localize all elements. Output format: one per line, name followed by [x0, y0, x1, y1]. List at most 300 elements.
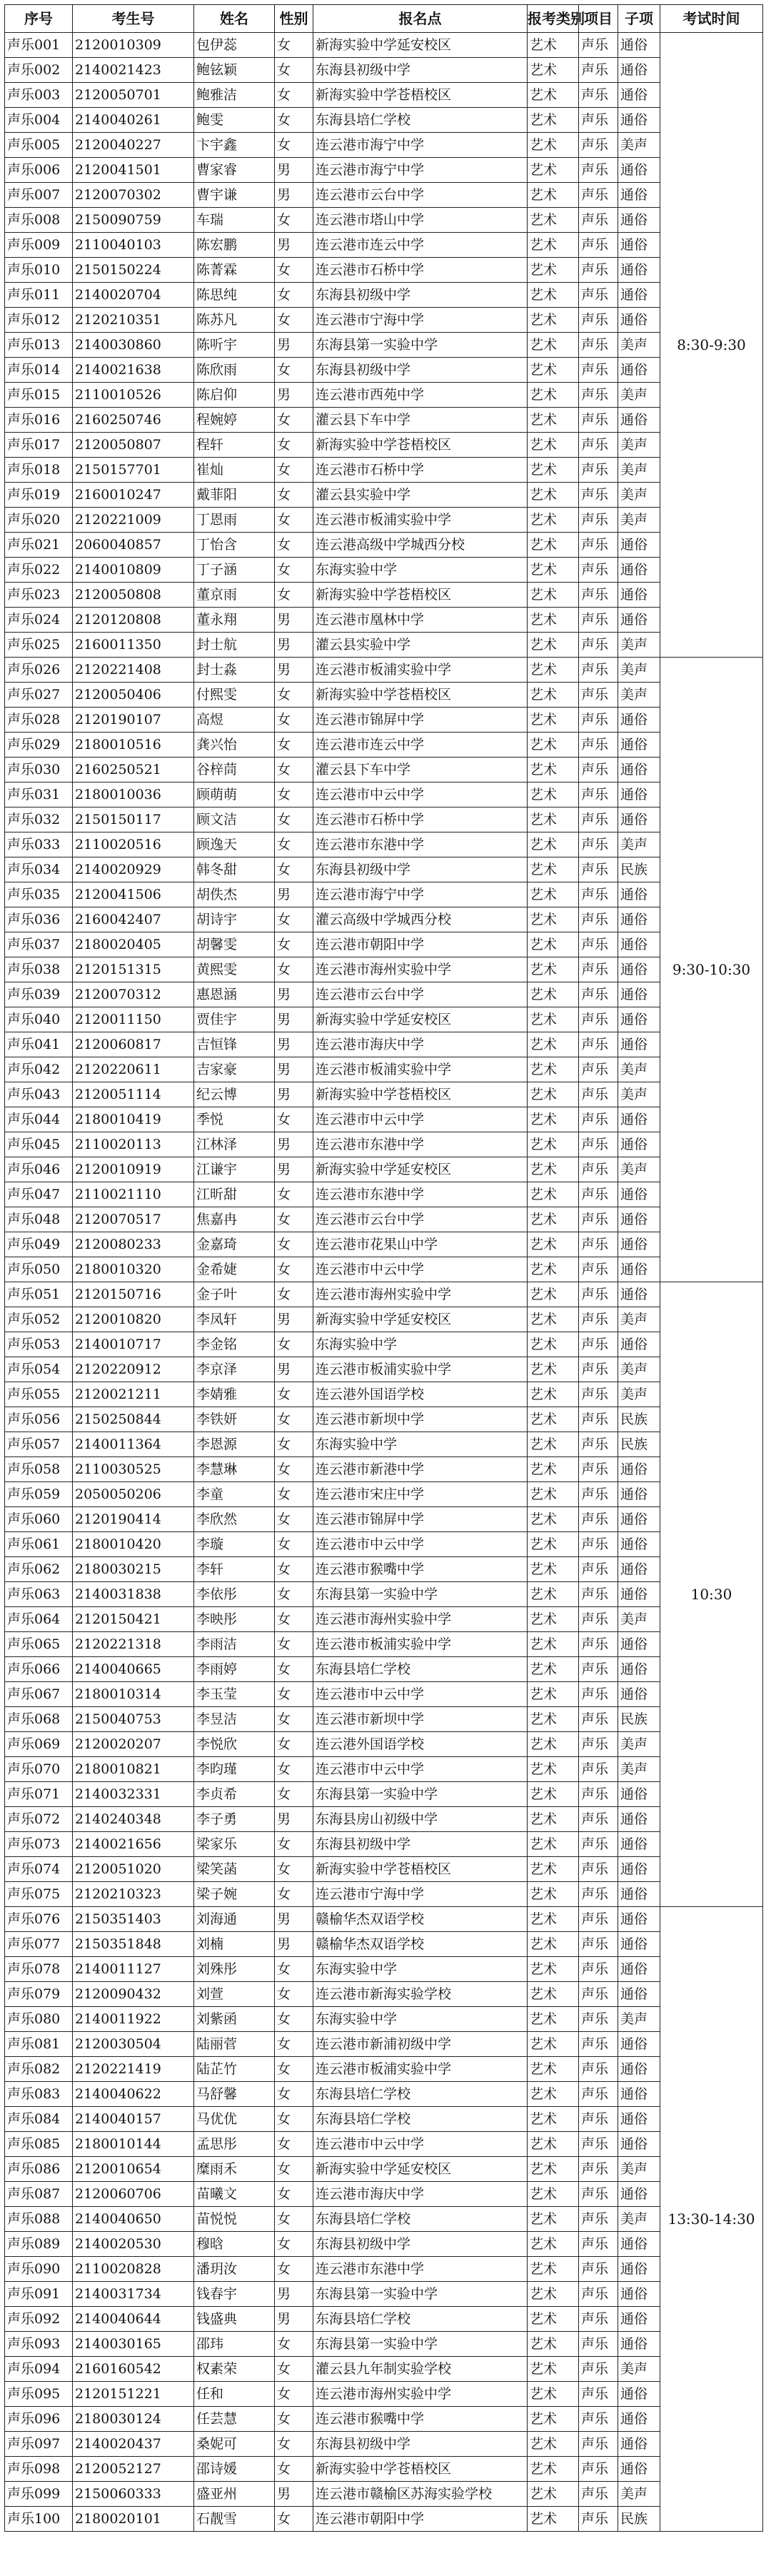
cell-name: 苗曦文: [194, 2182, 275, 2207]
cell-name: 陈宏鹏: [194, 233, 275, 258]
cell-subitem: 民族: [618, 857, 660, 882]
cell-gender: 男: [275, 1807, 313, 1832]
cell-gender: 女: [275, 308, 313, 333]
table-row: [5, 1357, 763, 1382]
cell-school: 东海县培仁学校: [313, 108, 528, 133]
table-row: [5, 158, 763, 183]
cell-subitem: 通俗: [618, 2432, 660, 2457]
table-row: [5, 83, 763, 108]
cell-school: 连云港市东港中学: [313, 2257, 528, 2282]
cell-name: 刘楠: [194, 1932, 275, 1957]
cell-exam-id: 2120020207: [73, 1732, 194, 1757]
cell-gender: 女: [275, 932, 313, 957]
cell-subitem: 美声: [618, 633, 660, 658]
cell-school: 新海实验中学延安校区: [313, 1007, 528, 1032]
cell-category: 艺术: [528, 1857, 579, 1882]
cell-school: 灌云高级中学城西分校: [313, 907, 528, 932]
cell-name: 顾文洁: [194, 807, 275, 832]
cell-exam-id: 2180010516: [73, 733, 194, 758]
cell-subject: 声乐: [579, 308, 618, 333]
table-row: [5, 1082, 763, 1107]
cell-seq: 声乐013: [5, 333, 73, 358]
cell-category: 艺术: [528, 1982, 579, 2007]
cell-gender: 女: [275, 2057, 313, 2082]
cell-gender: 女: [275, 1682, 313, 1707]
cell-subitem: 民族: [618, 2507, 660, 2532]
cell-gender: 女: [275, 533, 313, 558]
cell-seq: 声乐003: [5, 83, 73, 108]
cell-subject: 声乐: [579, 183, 618, 208]
cell-name: 顾逸天: [194, 832, 275, 857]
cell-exam-id: 2120220611: [73, 1057, 194, 1082]
cell-subject: 声乐: [579, 608, 618, 633]
cell-subitem: 美声: [618, 333, 660, 358]
cell-subitem: 通俗: [618, 2307, 660, 2332]
table-row: [5, 58, 763, 83]
cell-exam-id: 2120021211: [73, 1382, 194, 1407]
cell-subject: 声乐: [579, 1432, 618, 1457]
cell-category: 艺术: [528, 1532, 579, 1557]
cell-name: 顾萌萌: [194, 783, 275, 807]
cell-category: 艺术: [528, 2007, 579, 2032]
cell-exam-id: 2120070517: [73, 1207, 194, 1232]
cell-gender: 女: [275, 83, 313, 108]
cell-subject: 声乐: [579, 1857, 618, 1882]
header-seq: 序号: [5, 5, 73, 33]
cell-school: 新海实验中学苍梧校区: [313, 683, 528, 708]
cell-name: 李昱洁: [194, 1707, 275, 1732]
cell-exam-id: 2180030215: [73, 1557, 194, 1582]
header-exam-id: 考生号: [73, 5, 194, 33]
cell-subject: 声乐: [579, 1957, 618, 1982]
cell-category: 艺术: [528, 2407, 579, 2432]
cell-seq: 声乐029: [5, 733, 73, 758]
cell-subitem: 通俗: [618, 1207, 660, 1232]
header-category: 报考类别: [528, 5, 579, 33]
table-row: [5, 2007, 763, 2032]
cell-seq: 声乐078: [5, 1957, 73, 1982]
cell-subitem: 美声: [618, 1357, 660, 1382]
table-row: [5, 533, 763, 558]
cell-subitem: 通俗: [618, 2257, 660, 2282]
cell-subject: 声乐: [579, 1257, 618, 1282]
cell-subitem: 通俗: [618, 2107, 660, 2132]
cell-subitem: 通俗: [618, 1532, 660, 1557]
cell-gender: 女: [275, 807, 313, 832]
cell-seq: 声乐019: [5, 483, 73, 508]
cell-subitem: 美声: [618, 433, 660, 458]
cell-subject: 声乐: [579, 2082, 618, 2107]
cell-category: 艺术: [528, 1757, 579, 1782]
cell-seq: 声乐018: [5, 458, 73, 483]
cell-subject: 声乐: [579, 2007, 618, 2032]
cell-name: 陈苏凡: [194, 308, 275, 333]
cell-gender: 男: [275, 608, 313, 633]
cell-exam-id: 2120010919: [73, 1157, 194, 1182]
cell-category: 艺术: [528, 1082, 579, 1107]
cell-subject: 声乐: [579, 2482, 618, 2507]
cell-subitem: 通俗: [618, 2232, 660, 2257]
cell-subject: 声乐: [579, 1807, 618, 1832]
cell-category: 艺术: [528, 1707, 579, 1732]
cell-subject: 声乐: [579, 383, 618, 408]
cell-school: 东海实验中学: [313, 1957, 528, 1982]
table-row: [5, 1057, 763, 1082]
cell-subject: 声乐: [579, 1657, 618, 1682]
cell-category: 艺术: [528, 408, 579, 433]
cell-school: 连云港市板浦实验中学: [313, 1632, 528, 1657]
cell-subject: 声乐: [579, 1632, 618, 1657]
cell-subject: 声乐: [579, 2257, 618, 2282]
cell-category: 艺术: [528, 1607, 579, 1632]
cell-exam-id: 2120050807: [73, 433, 194, 458]
cell-name: 刘萱: [194, 1982, 275, 2007]
table-row: [5, 1807, 763, 1832]
cell-subject: 声乐: [579, 783, 618, 807]
cell-seq: 声乐075: [5, 1882, 73, 1907]
cell-seq: 声乐016: [5, 408, 73, 433]
cell-school: 连云港市石桥中学: [313, 458, 528, 483]
cell-school: 新海实验中学延安校区: [313, 2157, 528, 2182]
cell-subitem: 通俗: [618, 733, 660, 758]
cell-subject: 声乐: [579, 1107, 618, 1132]
cell-category: 艺术: [528, 608, 579, 633]
cell-category: 艺术: [528, 258, 579, 283]
cell-exam-id: 2120030504: [73, 2032, 194, 2057]
cell-exam-id: 2160160542: [73, 2357, 194, 2382]
cell-seq: 声乐006: [5, 158, 73, 183]
table-row: [5, 608, 763, 633]
cell-subitem: 通俗: [618, 932, 660, 957]
cell-exam-id: 2110010526: [73, 383, 194, 408]
cell-category: 艺术: [528, 2307, 579, 2332]
cell-subitem: 通俗: [618, 1332, 660, 1357]
cell-seq: 声乐082: [5, 2057, 73, 2082]
cell-name: 李依彤: [194, 1582, 275, 1607]
cell-gender: 女: [275, 1382, 313, 1407]
cell-school: 连云港市连云中学: [313, 733, 528, 758]
cell-gender: 女: [275, 2507, 313, 2532]
cell-exam-id: 2140020437: [73, 2432, 194, 2457]
header-subitem: 子项: [618, 5, 660, 33]
cell-subject: 声乐: [579, 733, 618, 758]
cell-school: 连云港市海宁中学: [313, 882, 528, 907]
cell-school: 连云港市板浦实验中学: [313, 1357, 528, 1382]
cell-gender: 男: [275, 2307, 313, 2332]
cell-subitem: 通俗: [618, 1857, 660, 1882]
cell-category: 艺术: [528, 783, 579, 807]
cell-school: 新海实验中学苍梧校区: [313, 2457, 528, 2482]
table-row: [5, 957, 763, 982]
table-row: [5, 783, 763, 807]
cell-category: 艺术: [528, 2482, 579, 2507]
cell-gender: 女: [275, 508, 313, 533]
cell-seq: 声乐030: [5, 758, 73, 783]
cell-exam-id: 2140240348: [73, 1807, 194, 1832]
cell-school: 东海县初级中学: [313, 283, 528, 308]
cell-subject: 声乐: [579, 2282, 618, 2307]
cell-seq: 声乐098: [5, 2457, 73, 2482]
cell-category: 艺术: [528, 2032, 579, 2057]
table-row: [5, 1132, 763, 1157]
table-row: [5, 982, 763, 1007]
cell-exam-id: 2180010036: [73, 783, 194, 807]
cell-category: 艺术: [528, 183, 579, 208]
cell-name: 马舒馨: [194, 2082, 275, 2107]
cell-gender: 女: [275, 258, 313, 283]
cell-seq: 声乐025: [5, 633, 73, 658]
cell-exam-id: 2160250521: [73, 758, 194, 783]
table-row: [5, 1607, 763, 1632]
cell-school: 东海县第一实验中学: [313, 1582, 528, 1607]
table-row: [5, 733, 763, 758]
cell-category: 艺术: [528, 1907, 579, 1932]
cell-subitem: 美声: [618, 508, 660, 533]
cell-name: 封士航: [194, 633, 275, 658]
cell-subject: 声乐: [579, 1757, 618, 1782]
cell-subitem: 通俗: [618, 2407, 660, 2432]
cell-seq: 声乐024: [5, 608, 73, 633]
cell-subitem: 通俗: [618, 1682, 660, 1707]
cell-exam-id: 2120221408: [73, 658, 194, 683]
cell-subitem: 通俗: [618, 1507, 660, 1532]
table-row: [5, 2107, 763, 2132]
cell-subject: 声乐: [579, 1182, 618, 1207]
cell-exam-id: 2120150716: [73, 1282, 194, 1307]
cell-seq: 声乐074: [5, 1857, 73, 1882]
cell-exam-id: 2120190107: [73, 708, 194, 733]
cell-exam-id: 2120190414: [73, 1507, 194, 1532]
cell-category: 艺术: [528, 658, 579, 683]
cell-subject: 声乐: [579, 1682, 618, 1707]
cell-seq: 声乐015: [5, 383, 73, 408]
cell-name: 李金铭: [194, 1332, 275, 1357]
cell-school: 灌云县九年制实验学校: [313, 2357, 528, 2382]
cell-subject: 声乐: [579, 1232, 618, 1257]
cell-name: 李铁妍: [194, 1407, 275, 1432]
cell-gender: 男: [275, 183, 313, 208]
cell-seq: 声乐005: [5, 133, 73, 158]
cell-category: 艺术: [528, 807, 579, 832]
cell-subject: 声乐: [579, 1282, 618, 1307]
cell-school: 连云港市板浦实验中学: [313, 508, 528, 533]
cell-subitem: 通俗: [618, 1232, 660, 1257]
cell-subject: 声乐: [579, 1382, 618, 1407]
cell-seq: 声乐086: [5, 2157, 73, 2182]
cell-gender: 女: [275, 1832, 313, 1857]
cell-school: 连云港市海州实验中学: [313, 957, 528, 982]
cell-exam-id: 2120050701: [73, 83, 194, 108]
cell-seq: 声乐063: [5, 1582, 73, 1607]
cell-seq: 声乐047: [5, 1182, 73, 1207]
cell-exam-time: 10:30: [660, 1282, 763, 1907]
table-row: [5, 1232, 763, 1257]
cell-gender: 女: [275, 1707, 313, 1732]
cell-school: 灌云县下车中学: [313, 758, 528, 783]
cell-subitem: 通俗: [618, 558, 660, 583]
cell-category: 艺术: [528, 2082, 579, 2107]
cell-name: 李昀瑾: [194, 1757, 275, 1782]
cell-school: 连云港市板浦实验中学: [313, 1057, 528, 1082]
cell-subject: 声乐: [579, 708, 618, 733]
cell-category: 艺术: [528, 1107, 579, 1132]
cell-category: 艺术: [528, 308, 579, 333]
cell-seq: 声乐020: [5, 508, 73, 533]
cell-seq: 声乐071: [5, 1782, 73, 1807]
cell-school: 连云港市板浦实验中学: [313, 2057, 528, 2082]
cell-seq: 声乐028: [5, 708, 73, 733]
cell-exam-id: 2140021423: [73, 58, 194, 83]
cell-gender: 女: [275, 2357, 313, 2382]
cell-seq: 声乐022: [5, 558, 73, 583]
cell-exam-id: 2120011150: [73, 1007, 194, 1032]
cell-gender: 女: [275, 1107, 313, 1132]
cell-name: 李映彤: [194, 1607, 275, 1632]
cell-school: 灌云县实验中学: [313, 633, 528, 658]
cell-exam-id: 2120120808: [73, 608, 194, 633]
cell-school: 连云港市锦屏中学: [313, 708, 528, 733]
cell-gender: 女: [275, 1482, 313, 1507]
cell-subitem: 美声: [618, 483, 660, 508]
table-row: [5, 2257, 763, 2282]
cell-exam-id: 2120052127: [73, 2457, 194, 2482]
cell-school: 东海县第一实验中学: [313, 2332, 528, 2357]
cell-gender: 女: [275, 33, 313, 58]
cell-subject: 声乐: [579, 1032, 618, 1057]
cell-seq: 声乐059: [5, 1482, 73, 1507]
cell-school: 东海县培仁学校: [313, 1657, 528, 1682]
cell-seq: 声乐053: [5, 1332, 73, 1357]
cell-seq: 声乐017: [5, 433, 73, 458]
cell-category: 艺术: [528, 1832, 579, 1857]
cell-subitem: 通俗: [618, 608, 660, 633]
table-row: [5, 358, 763, 383]
cell-subitem: 美声: [618, 1157, 660, 1182]
cell-subitem: 通俗: [618, 1482, 660, 1507]
cell-subitem: 通俗: [618, 783, 660, 807]
cell-school: 新海实验中学延安校区: [313, 1307, 528, 1332]
cell-school: 新海实验中学延安校区: [313, 1157, 528, 1182]
cell-seq: 声乐031: [5, 783, 73, 807]
cell-school: 连云港市塔山中学: [313, 208, 528, 233]
cell-seq: 声乐093: [5, 2332, 73, 2357]
cell-seq: 声乐041: [5, 1032, 73, 1057]
cell-category: 艺术: [528, 882, 579, 907]
cell-exam-id: 2150040753: [73, 1707, 194, 1732]
cell-subitem: 通俗: [618, 957, 660, 982]
cell-subitem: 美声: [618, 1382, 660, 1407]
cell-seq: 声乐081: [5, 2032, 73, 2057]
table-row: [5, 1432, 763, 1457]
cell-school: 东海县第一实验中学: [313, 2282, 528, 2307]
cell-seq: 声乐064: [5, 1607, 73, 1632]
cell-gender: 女: [275, 1757, 313, 1782]
cell-subitem: 通俗: [618, 1557, 660, 1582]
table-row: [5, 857, 763, 882]
cell-category: 艺术: [528, 1557, 579, 1582]
cell-exam-id: 2180010320: [73, 1257, 194, 1282]
cell-subject: 声乐: [579, 2032, 618, 2057]
table-row: [5, 2507, 763, 2532]
table-row: [5, 2082, 763, 2107]
cell-seq: 声乐034: [5, 857, 73, 882]
cell-school: 东海县培仁学校: [313, 2207, 528, 2232]
cell-gender: 女: [275, 1982, 313, 2007]
cell-exam-id: 2140040261: [73, 108, 194, 133]
cell-seq: 声乐076: [5, 1907, 73, 1932]
cell-exam-id: 2140020530: [73, 2232, 194, 2257]
cell-name: 李婧雅: [194, 1382, 275, 1407]
cell-name: 李贞希: [194, 1782, 275, 1807]
cell-exam-id: 2180020101: [73, 2507, 194, 2532]
header-subject: 项目: [579, 5, 618, 33]
cell-seq: 声乐084: [5, 2107, 73, 2132]
table-row: [5, 1857, 763, 1882]
cell-subject: 声乐: [579, 258, 618, 283]
cell-gender: 女: [275, 2407, 313, 2432]
cell-subject: 声乐: [579, 1457, 618, 1482]
cell-school: 连云港市中云中学: [313, 1532, 528, 1557]
cell-exam-id: 2120210351: [73, 308, 194, 333]
cell-category: 艺术: [528, 2507, 579, 2532]
cell-name: 金子叶: [194, 1282, 275, 1307]
cell-subject: 声乐: [579, 233, 618, 258]
cell-gender: 女: [275, 1232, 313, 1257]
cell-subitem: 通俗: [618, 758, 660, 783]
table-row: [5, 2457, 763, 2482]
cell-name: 季悦: [194, 1107, 275, 1132]
cell-seq: 声乐037: [5, 932, 73, 957]
cell-subitem: 通俗: [618, 1807, 660, 1832]
cell-subject: 声乐: [579, 1557, 618, 1582]
cell-school: 连云港外国语学校: [313, 1732, 528, 1757]
cell-gender: 男: [275, 333, 313, 358]
cell-name: 焦嘉冉: [194, 1207, 275, 1232]
cell-school: 东海实验中学: [313, 558, 528, 583]
cell-category: 艺术: [528, 758, 579, 783]
cell-subitem: 通俗: [618, 1257, 660, 1282]
cell-seq: 声乐051: [5, 1282, 73, 1307]
cell-subject: 声乐: [579, 957, 618, 982]
cell-subject: 声乐: [579, 1882, 618, 1907]
cell-name: 戴菲阳: [194, 483, 275, 508]
exam-schedule-table: [4, 4, 763, 2532]
cell-gender: 女: [275, 1957, 313, 1982]
cell-name: 丁怡含: [194, 533, 275, 558]
cell-exam-time: 8:30-9:30: [660, 33, 763, 658]
cell-gender: 女: [275, 2332, 313, 2357]
cell-exam-id: 2110020113: [73, 1132, 194, 1157]
cell-subject: 声乐: [579, 58, 618, 83]
cell-seq: 声乐062: [5, 1557, 73, 1582]
cell-seq: 声乐004: [5, 108, 73, 133]
table-row: [5, 1557, 763, 1582]
cell-seq: 声乐095: [5, 2382, 73, 2407]
cell-category: 艺术: [528, 1232, 579, 1257]
cell-school: 连云港市西苑中学: [313, 383, 528, 408]
cell-exam-id: 2140040650: [73, 2207, 194, 2232]
cell-subject: 声乐: [579, 33, 618, 58]
cell-subject: 声乐: [579, 1507, 618, 1532]
cell-seq: 声乐002: [5, 58, 73, 83]
cell-exam-id: 2120151221: [73, 2382, 194, 2407]
cell-exam-id: 2120050406: [73, 683, 194, 708]
cell-school: 东海县初级中学: [313, 1832, 528, 1857]
table-row: [5, 758, 763, 783]
cell-gender: 男: [275, 882, 313, 907]
cell-gender: 男: [275, 1932, 313, 1957]
table-row: [5, 308, 763, 333]
